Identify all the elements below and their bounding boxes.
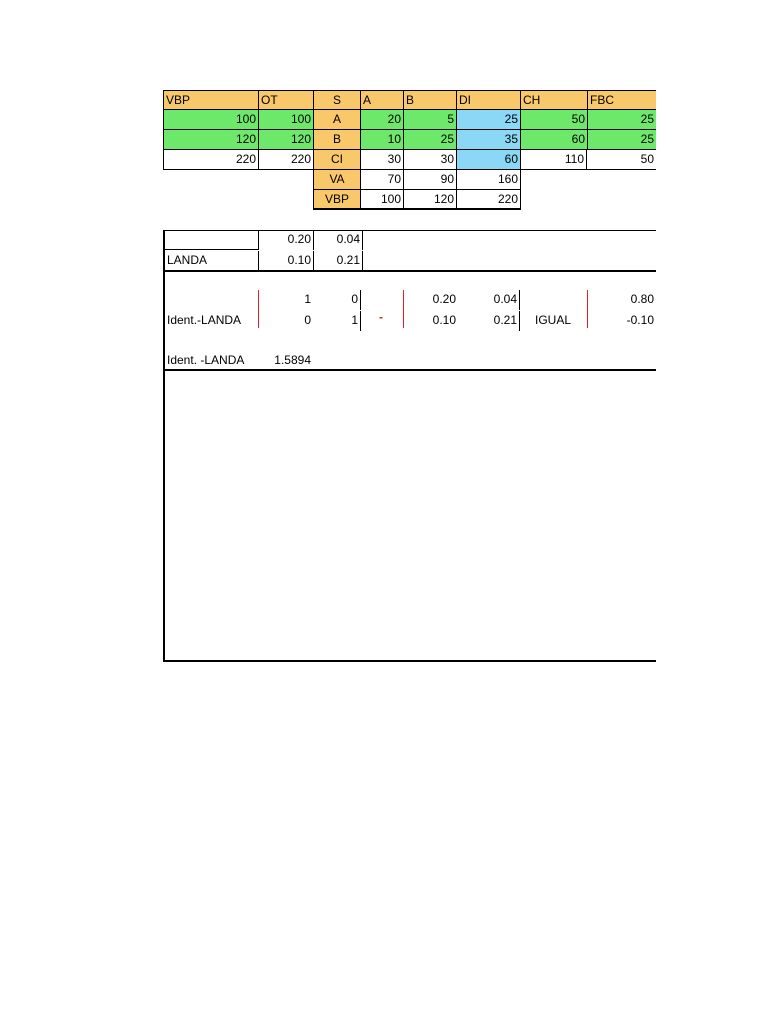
cell-ci-di[interactable]: 60 [456, 150, 520, 170]
cell-a-fbc[interactable]: 25 [587, 110, 656, 130]
bracket-left-identity [258, 290, 259, 328]
result-r1[interactable]: 0.80 [630, 292, 654, 306]
landa2-r2c2[interactable]: 0.21 [456, 311, 520, 331]
landa-r2c1[interactable]: 0.10 [258, 251, 313, 271]
bracket-left-result [587, 290, 588, 328]
cell-a-b[interactable]: 5 [403, 110, 456, 130]
cell-b-a[interactable]: 10 [361, 130, 403, 150]
minus-sign: - [379, 310, 383, 324]
landa2-r1c1[interactable]: 0.20 [432, 292, 456, 306]
landa-label[interactable]: LANDA [167, 253, 208, 267]
header-ot[interactable]: OT [258, 90, 313, 110]
row-label-b[interactable]: B [313, 130, 361, 150]
cell-ci-fbc[interactable]: 50 [587, 150, 656, 170]
determinant-value[interactable]: 1.5894 [274, 353, 311, 367]
cell-b-ch[interactable]: 60 [520, 130, 587, 150]
ident-r1c2[interactable]: 0 [313, 290, 361, 310]
cell-va-b[interactable]: 90 [403, 170, 456, 190]
row-label-ci[interactable]: CI [313, 150, 361, 170]
determinant-separator [163, 369, 656, 371]
header-ch[interactable]: CH [520, 90, 587, 110]
cell-vbp-a2[interactable]: 100 [361, 190, 403, 210]
cell-vbp-b2[interactable]: 120 [403, 190, 456, 210]
landa-separator [163, 270, 656, 272]
ident-r2c2[interactable]: 1 [313, 311, 361, 331]
landa2-r1c2[interactable]: 0.04 [456, 290, 520, 310]
landa-blank-cell[interactable] [165, 230, 258, 250]
landa2-r2c1[interactable]: 0.10 [432, 313, 456, 327]
cell-ci-b[interactable]: 30 [403, 150, 456, 170]
cell-ci-a[interactable]: 30 [361, 150, 403, 170]
equals-label[interactable]: IGUAL [534, 313, 571, 327]
ident-r2c1[interactable]: 0 [304, 313, 311, 327]
cell-vbp-b[interactable]: 120 [163, 130, 258, 150]
result-r2[interactable]: -0.10 [626, 313, 654, 327]
cell-a-ch[interactable]: 50 [520, 110, 587, 130]
cell-va-a[interactable]: 70 [361, 170, 403, 190]
cell-vbp-di2[interactable]: 220 [456, 190, 521, 210]
identity-label[interactable]: Ident.-LANDA [167, 313, 242, 327]
cell-ci-ch[interactable]: 110 [520, 150, 587, 170]
left-border [163, 230, 165, 662]
cell-vbp-ci[interactable]: 220 [163, 150, 258, 170]
cell-a-a[interactable]: 20 [361, 110, 403, 130]
cell-ot-b[interactable]: 120 [258, 130, 313, 150]
cell-vbp-a[interactable]: 100 [163, 110, 258, 130]
header-vbp[interactable]: VBP [163, 90, 258, 110]
cell-a-di[interactable]: 25 [456, 110, 520, 130]
bottom-border [163, 660, 656, 662]
landa-r2c2[interactable]: 0.21 [313, 251, 363, 271]
header-di[interactable]: DI [456, 90, 520, 110]
determinant-label[interactable]: Ident. -LANDA [167, 353, 245, 367]
row-label-a[interactable]: A [313, 110, 361, 130]
header-a[interactable]: A [361, 90, 403, 110]
bracket-left-landa [403, 290, 404, 328]
cell-b-b[interactable]: 25 [403, 130, 456, 150]
header-s[interactable]: S [313, 90, 361, 110]
cell-va-di[interactable]: 160 [456, 170, 521, 190]
landa-r1c1[interactable]: 0.20 [258, 230, 313, 250]
cell-b-fbc[interactable]: 25 [587, 130, 656, 150]
ident-r1c1[interactable]: 1 [304, 292, 311, 306]
cell-b-di[interactable]: 35 [456, 130, 520, 150]
cell-ot-a[interactable]: 100 [258, 110, 313, 130]
header-b[interactable]: B [403, 90, 456, 110]
header-fbc[interactable]: FBC [587, 90, 656, 110]
cell-ot-ci[interactable]: 220 [258, 150, 313, 170]
landa-r1c2[interactable]: 0.04 [313, 230, 363, 250]
row-label-vbp[interactable]: VBP [313, 190, 361, 210]
row-label-va[interactable]: VA [313, 170, 361, 190]
